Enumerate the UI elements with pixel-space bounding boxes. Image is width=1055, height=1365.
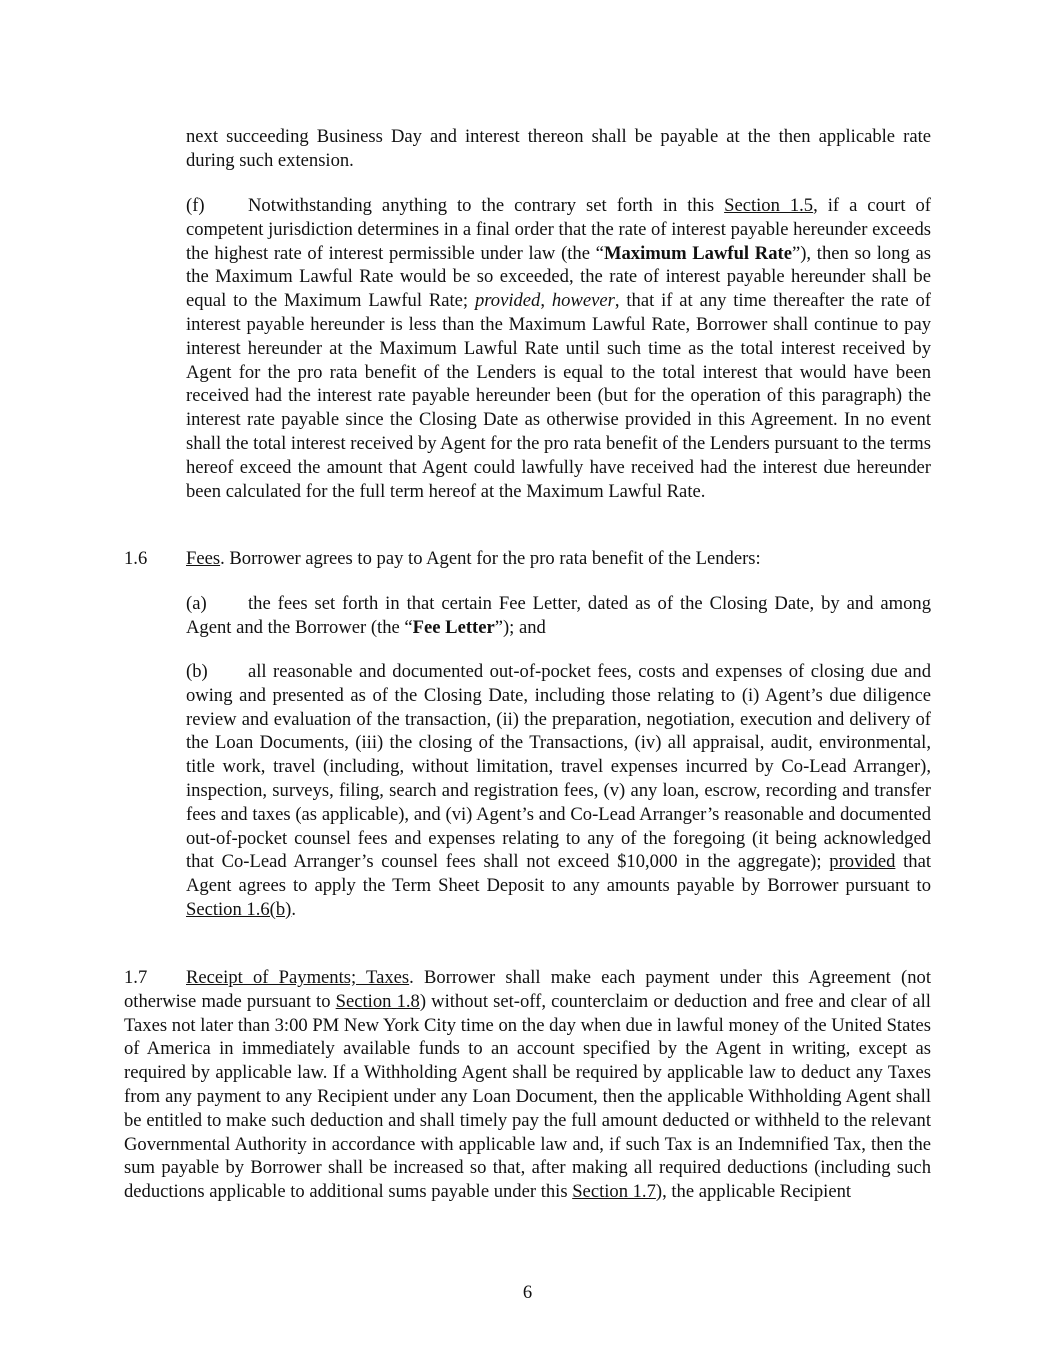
- paragraph-f: (f) Notwithstanding anything to the contrary set forth in this Section 1.5, if a court of competent jurisdiction determines in a final order that the rate of interest payable hereunder exceeds the highest rate of interest permissible under law (the “Maximum Lawful Rate”), then so long as the Maximum Lawful Rate would be so exceeded, the rate of interest payable hereunder shall be equal to the Maximum Lawful Rate; provided, however, that if at any time thereafter the rate of interest payable hereunder is less than the Maximum Lawful Rate, Borrower shall continue to pay interest hereunder at the Maximum Lawful Rate until such time as the total interest received by Agent for the pro rata benefit of the Lenders is equal to the total interest that would have been received had the interest rate payable hereunder been (but for the operation of this paragraph) the interest rate payable since the Closing Date as otherwise provided in this Agreement. In no event shall the total interest received by Agent for the pro rata benefit of the Lenders pursuant to the terms hereof exceed the amount that Agent could lawfully have received had the interest due hereunder been calculated for the full term hereof at the Maximum Lawful Rate.: [186, 195, 931, 502]
- paragraph-label: (b): [186, 661, 208, 682]
- section-reference[interactable]: Section 1.5: [724, 195, 814, 216]
- defined-term: Fee Letter: [412, 616, 495, 638]
- section-reference[interactable]: Section 1.6(b): [186, 898, 292, 920]
- section-reference[interactable]: Section 1.7: [572, 1181, 656, 1203]
- section-reference[interactable]: Section 1.8: [335, 990, 420, 1012]
- section-heading: Fees: [186, 548, 221, 569]
- section-number: 1.7: [124, 967, 148, 988]
- section-1-6: 1.6 Fees. Borrower agrees to pay to Agent for the pro rata benefit of the Lenders:: [124, 548, 761, 569]
- section-heading: Receipt of Payments; Taxes: [186, 967, 410, 988]
- paragraph-a: (a) the fees set forth in that certain Fee Letter, dated as of the Closing Date, by and among Agent and the Borrower (the “Fee Letter”); and: [186, 593, 931, 638]
- page-number: 6: [522, 1282, 533, 1303]
- section-1-7: 1.7 Receipt of Payments; Taxes. Borrower shall make each payment under this Agreement (not otherwise made pursuant to Section 1.8) without set-off, counterclaim or deduction and free and clear of all Taxes not later than 3:00 PM New York City time on the day when due in lawful money of the United States of America in immediately available funds to an account specified by the Agent in writing, except as required by applicable law. If a Withholding Agent shall be required by applicable law to deduct any Taxes from any payment to any Recipient under any Loan Document, then the applicable Withholding Agent shall be entitled to make such deduction and shall timely pay the full amount deducted or withheld to the relevant Governmental Authority in accordance with applicable law and, if such Tax is an Indemnified Tax, then the sum payable by Borrower shall be increased so that, after making all required deductions (including such deductions applicable to additional sums payable under this Section 1.7), the applicable Recipient: [124, 967, 931, 1203]
- section-number: 1.6: [124, 548, 148, 569]
- paragraph-label: (f): [186, 195, 205, 216]
- paragraph-label: (a): [186, 593, 207, 614]
- defined-term: Maximum Lawful Rate: [603, 242, 792, 264]
- paragraph-b: (b) all reasonable and documented out-of-pocket fees, costs and expenses of closing due and owing and presented as of the Closing Date, including those relating to (i) Agent’s due diligence review and evaluation of the transaction, (ii) the preparation, negotiation, execution and delivery of the Loan Documents, (iii) the closing of the Transactions, (iv) all appraisal, audit, environmental, title work, travel (including, without limitation, travel expenses incurred by Co-Lead Arranger), inspection, surveys, filing, search and registration fees, (v) any loan, escrow, recording and transfer fees and taxes (as applicable), and (vi) Agent’s and Co-Lead Arranger’s reasonable and documented out-of-pocket counsel fees and expenses relating to any of the foregoing (it being acknowledged that Co-Lead Arranger’s counsel fees shall not exceed $10,000 in the aggregate); provided that Agent agrees to apply the Term Sheet Deposit to any amounts payable by Borrower pursuant to Section 1.6(b).: [186, 661, 932, 920]
- continuation-paragraph: next succeeding Business Day and interest thereon shall be payable at the then applicable rate during such extension.: [186, 126, 931, 171]
